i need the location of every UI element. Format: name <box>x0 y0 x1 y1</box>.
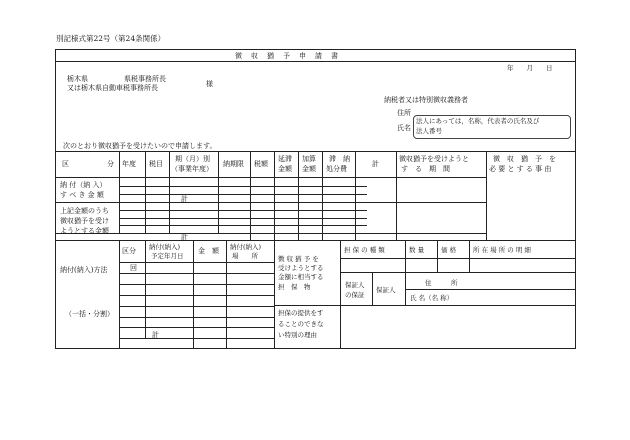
t1-row2-label-2: 徴収猶予を受け <box>60 217 109 225</box>
t1-header-zeigaku: 税額 <box>254 160 268 168</box>
t1-row2-col-b <box>169 202 170 233</box>
t1-header-kasan-2: 金額 <box>302 165 316 173</box>
application-statement: 次のとおり徴収猶予を受けたいので申請します。 <box>63 142 217 150</box>
t2-header-type: 担 保 の 種 類 <box>344 246 385 254</box>
t2-col-yotei <box>193 240 194 348</box>
t1-header-entai-2: 金額 <box>278 165 292 173</box>
t2-col-kingaku <box>226 240 227 348</box>
title-underline <box>55 61 575 62</box>
t1-row2-label-1: 上記金額のうち <box>60 207 109 215</box>
t2-row-7 <box>119 338 274 339</box>
t2-no-collateral-3: い特別の理由 <box>278 331 317 339</box>
frame-bottom <box>55 348 576 349</box>
t2-header-kingaku: 金 額 <box>198 247 219 255</box>
t1-header-kikan-1: 徴収猶予を受けようと <box>399 155 469 163</box>
t1-row2-label-3: ようとする金額 <box>60 227 109 235</box>
t1-header-kasan-1: 加算 <box>302 155 316 163</box>
t2-header-location: 所 在 場 所 の 明 細 <box>473 246 531 254</box>
t1-row2-total: 計 <box>181 233 188 241</box>
t2-collateral-label-2: 受けようとする <box>278 264 324 272</box>
t2-col-qty <box>405 240 406 272</box>
t2-col-collateral-label <box>340 240 341 348</box>
t2-guarantor-label-2: の保証 <box>345 291 365 299</box>
form-title: 徴 収 猶 予 申 請 書 <box>235 52 339 60</box>
t2-collateral-label-3: 金額に相当する <box>278 273 324 281</box>
t2-guarantor: 保証人 <box>376 286 396 294</box>
frame-top <box>55 49 575 50</box>
t2-collateral-bottom <box>274 305 575 306</box>
table1-row2-sep3 <box>119 225 367 226</box>
t1-header-kibetsu-1: 期（月）別 <box>175 155 210 163</box>
t1-header-tainou-2: 処分費 <box>326 165 347 173</box>
t2-guarantor-name: 氏 名（名 称） <box>410 294 454 302</box>
t1-header-jiyu-2: 必 要 と す る 事 由 <box>489 165 552 173</box>
t2-row-2 <box>119 284 274 285</box>
addressee-office: 県税事務所長 <box>124 75 166 83</box>
t2-col-guarantor <box>372 272 373 305</box>
t2-header-basho-2: 場 所 <box>232 252 258 260</box>
t1-header-entai-1: 延滞 <box>278 155 292 163</box>
t2-col-basho <box>274 240 275 348</box>
t1-header-kibetsu-2: （事業年度） <box>171 165 213 173</box>
corporate-note-line2: 法人番号 <box>416 127 442 135</box>
t1-header-kikan-2: す る 期 間 <box>401 165 450 173</box>
t1-col-kasan <box>322 151 323 240</box>
t2-col-location <box>469 240 470 272</box>
table1-row2-sep2 <box>119 218 367 219</box>
form-number: 別記様式第22号（第24条関係） <box>56 34 166 43</box>
taxpayer-address-label: 住所 <box>397 109 411 117</box>
t1-col-zeigaku <box>274 151 275 240</box>
t2-guarantor-address: 住 所 <box>425 279 458 287</box>
table1-top <box>55 151 575 152</box>
t2-col-method <box>119 240 120 348</box>
t2-no-collateral-1: 担保の提供をす <box>278 309 324 317</box>
t2-header-price: 価 格 <box>441 246 457 254</box>
t2-guarantor-mid <box>405 289 575 290</box>
table1-row1-sep2 <box>119 194 367 195</box>
t1-row2-col-a <box>145 202 146 233</box>
t1-header-tainou-1: 滞 納 <box>329 155 350 163</box>
t2-header-bottom <box>119 262 274 263</box>
table1-row2-total <box>55 233 486 234</box>
addressee-honorific: 様 <box>206 80 213 88</box>
t1-header-kei: 計 <box>372 160 379 168</box>
t1-header-jiyu-1: 徴 収 猶 予 を <box>493 155 556 163</box>
t1-header-zeimoku: 税目 <box>149 160 163 168</box>
t1-col-kikan <box>486 151 487 240</box>
t2-collateral-label-1: 徴 収 猶 予 を <box>278 255 319 263</box>
t2-header-yotei-2: 予定年月日 <box>151 252 184 260</box>
t2-collateral-label-4: 担 保 物 <box>278 283 311 291</box>
frame-right <box>575 49 576 349</box>
taxpayer-name-label: 氏名 <box>397 124 411 132</box>
t1-col-zeimoku <box>169 151 170 202</box>
t1-row1-label-1: 納 付（納 入） <box>60 181 107 189</box>
t1-col-kibetsu <box>218 151 219 202</box>
t2-header-qty: 数 量 <box>409 246 425 254</box>
t2-no-collateral-2: ることのできな <box>278 320 324 328</box>
t2-total: 計 <box>152 331 159 339</box>
t1-col-nendo <box>145 151 146 202</box>
date-line: 年 月 日 <box>507 64 553 72</box>
t2-header-yotei-1: 納付(納入) <box>149 243 181 251</box>
taxpayer-heading: 納税者又は特別徴収義務者 <box>384 96 468 104</box>
addressee-prefecture: 栃木県 <box>67 75 88 83</box>
t2-method-label: 納付(納入)方法 <box>60 266 108 274</box>
t2-method-note: （一括・分割） <box>65 310 114 318</box>
t2-collateral-row1 <box>340 272 575 273</box>
t2-col-kubun <box>145 240 146 338</box>
t1-row1-total: 計 <box>181 195 188 203</box>
t1-row2-col-c <box>218 202 219 233</box>
t2-row-3 <box>119 295 274 296</box>
t1-header-nendo: 年度 <box>122 160 136 168</box>
t2-col-price <box>437 240 438 272</box>
t2-first-row: 回 <box>130 264 137 272</box>
table1-row2-sep <box>119 210 367 211</box>
table1-bottom <box>55 240 575 241</box>
t1-header-kubun: 区 分 <box>62 160 122 168</box>
t1-col-tainou <box>355 151 356 240</box>
t1-col-nokigen <box>250 151 251 240</box>
corporate-note-line1: 法人にあっては，名称，代表者の氏名及び <box>416 117 540 125</box>
table1-row1-sep <box>119 186 367 187</box>
t2-header-kubun: 区分 <box>122 247 136 255</box>
t1-header-nokigen: 納期限 <box>223 160 244 168</box>
t2-row-4 <box>119 306 274 307</box>
t2-header-basho-1: 納付(納入) <box>230 243 262 251</box>
t2-row-5 <box>119 317 274 318</box>
t2-row-6 <box>119 327 274 328</box>
t1-col-kei <box>396 151 397 240</box>
t2-row-1 <box>119 273 274 274</box>
addressee-office-alt: 又は栃木県自動車税事務所長 <box>67 84 158 92</box>
t1-row1-label-2: す べ き 金 額 <box>60 191 104 199</box>
t2-collateral-header <box>340 258 575 259</box>
frame-left <box>55 49 56 349</box>
t1-col-entai <box>298 151 299 240</box>
t2-guarantor-label-1: 保証人 <box>345 281 365 289</box>
